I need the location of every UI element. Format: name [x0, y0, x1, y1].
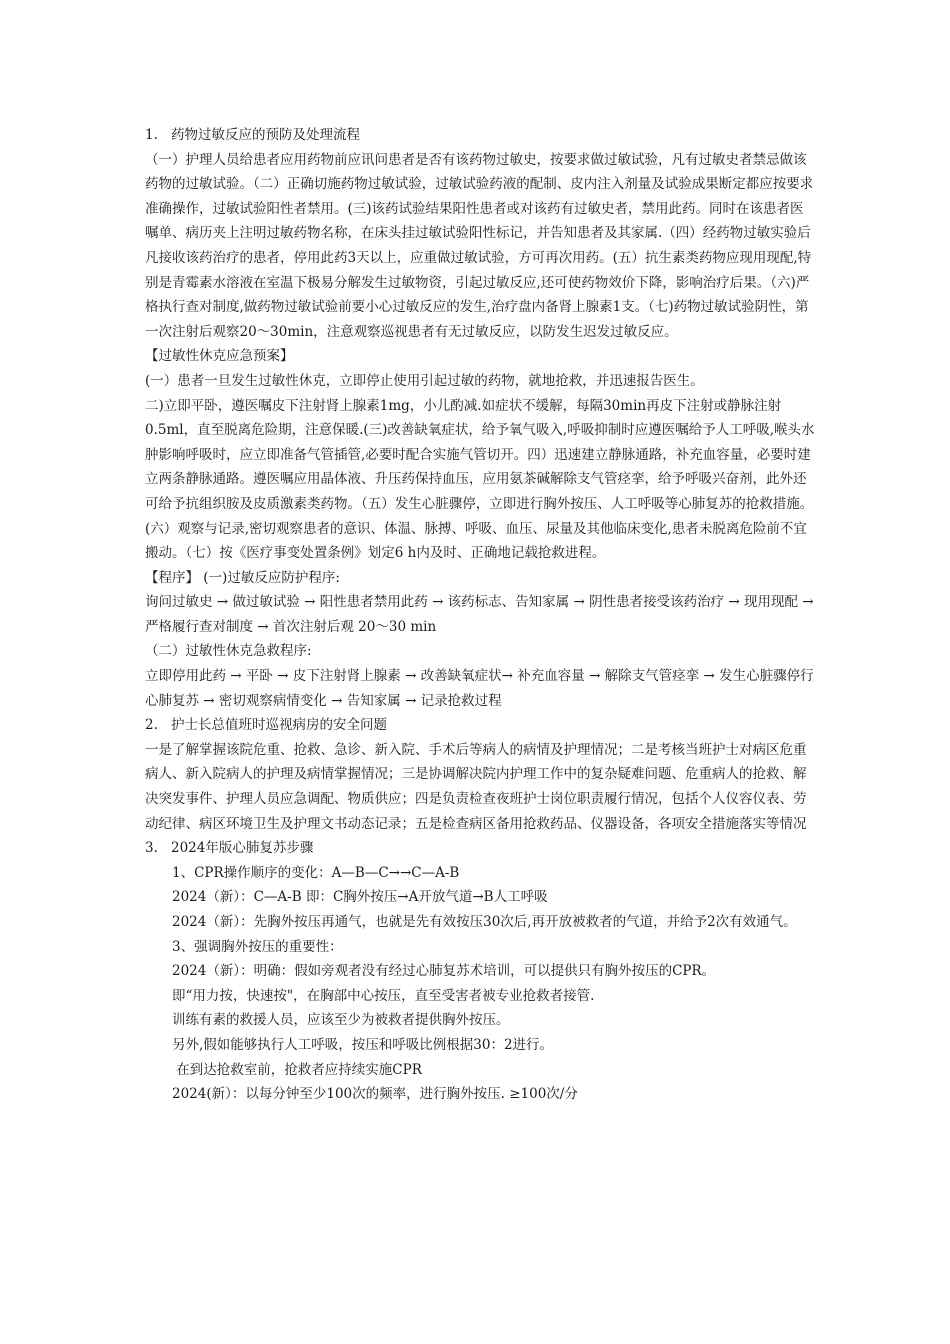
- section-title: 药物过敏反应的预防及处理流程: [171, 127, 360, 143]
- section-heading: [145, 836, 817, 861]
- section-number: 3.: [145, 840, 158, 857]
- paragraph-shock-plan-title: 【过敏性休克应急预案】: [145, 348, 294, 365]
- paragraph-procedure-flow-2: 立即停用此药 → 平卧 → 皮下注射肾上腺素 → 改善缺氧症状→ 补充血容量 → 解除支气管痉挛 → 发生心脏骤停行心肺复苏 → 密切观察病情变化 → 告知家属 → 记录抢救过程: [145, 668, 814, 709]
- section-title: 2024年版心肺复苏步骤: [171, 840, 314, 857]
- paragraph-prevention: （一）护理人员给患者应用药物前应讯问患者是否有该药物过敏史，按要求做过敏试验，凡有过敏史者禁忌做该药物的过敏试验。（二）正确切施药物过敏试验，过敏试验药液的配制、皮内注入剂量及试验成果断定都应按要求准确操作，过敏试验阳性者禁用。(三)该药试验结果阳性患者或对该药有过敏史者，禁用此药。同时在该患者医嘱单、病历夹上注明过敏药物名称，在床头挂过敏试验阳性标记，并告知患者及其家属.（四）经药物过敏实验后凡接收该药治疗的患者，停用此药3天以上，应重做过敏试验，方可再次用药。(五）抗生素类药物应现用现配,特别是青霉素水溶液在室温下极易分解发生过敏物资，引起过敏反应,还可使药物效价下降，影响治疗后果。（六)严格执行查对制度,做药物过敏试验前要小心过敏反应的发生,治疗盘内备肾上腺素1支。（七)药物过敏试验阴性，第一次注射后观察20～30min，注意观察巡视患者有无过敏反应，以防发生迟发过敏反应。: [145, 151, 814, 340]
- paragraph-shock-step-1: (一）患者一旦发生过敏性休克，立即停止使用引起过敏的药物，就地抢救，并迅速报告医生。: [145, 372, 704, 389]
- section-heading: [145, 123, 817, 148]
- section-heading: [145, 713, 817, 738]
- paragraph-procedure-flow-1: 询问过敏史 → 做过敏试验 → 阳性患者禁用此药 → 该药标志、告知家属 → 阴性患者接受该药治疗 → 现用现配 → 严格履行查对制度 → 首次注射后观 20～30 min: [145, 594, 814, 635]
- paragraph-cpr-6: 即“用力按，快速按"，在胸部中心按压，直至受害者被专业抢救者接管.: [172, 987, 595, 1004]
- paragraph-shock-steps: 二)立即平卧，遵医嘱皮下注射肾上腺素1mg，小儿酌减.如症状不缓解，每隔30min再皮下注射或静脉注射0.5ml，直至脱离危险期，注意保暖.(三)改善缺氧症状，给予氧气吸入,呼吸抑制时应遵医嘱给予人工呼吸,喉头水肿影响呼吸时，应立即准备气管插管,必要时配合实施气管切开。四）迅速建立静脉通路，补充血容量，必要时建立两条静脉通路。遵医嘱应用晶体液、升压药保持血压，应用氨茶碱解除支气管痉挛，给予呼吸兴奋剂，此外还可给予抗组织胺及皮质激素类药物。（五）发生心脏骤停，立即进行胸外按压、人工呼吸等心肺复苏的抢救措施。(六）观察与记录,密切观察患者的意识、体温、脉搏、呼吸、血压、尿量及其他临床变化,患者未脱离危险前不宜搬动。（七）按《医疗事变处置条例》划定6 h内及时、正确地记载抢救进程。: [145, 397, 815, 562]
- section-number: 1.: [145, 127, 158, 143]
- paragraph-cpr-8: 另外,假如能够执行人工呼吸，按压和呼吸比例根据30：2进行。: [172, 1036, 554, 1053]
- paragraph-cpr-1: 1、CPR操作顺序的变化：A—B—C→→C—A-B: [172, 864, 460, 881]
- paragraph-cpr-4: 3、强调胸外按压的重要性：: [172, 938, 343, 955]
- section-number: 2.: [145, 717, 158, 734]
- paragraph-cpr-7: 训练有素的救援人员，应该至少为被救者提供胸外按压。: [172, 1012, 510, 1029]
- section-1: [145, 123, 817, 1107]
- section-title: 护士长总值班时巡视病房的安全问题: [171, 717, 387, 734]
- paragraph-cpr-2: 2024（新）：C—A-B 即：C胸外按压→A开放气道→B人工呼吸: [172, 889, 548, 906]
- paragraph-cpr-5: 2024（新）：明确：假如旁观者没有经过心肺复苏术培训，可以提供只有胸外按压的CPR。: [172, 963, 716, 980]
- paragraph-cpr-3: 2024（新）：先胸外按压再通气，也就是先有效按压30次后,再开放被救者的气道，并给予2次有效通气。: [172, 914, 797, 930]
- paragraph-procedure-subtitle-2: （二）过敏性休克急救程序:: [145, 643, 312, 660]
- paragraph-procedure-title: 【程序】 (一)过敏反应防护程序:: [145, 569, 340, 586]
- paragraph-cpr-9: 在到达抢救室前，抢救者应持续实施CPR: [172, 1061, 422, 1078]
- paragraph-night-rounds: 一是了解掌握该院危重、抢救、急诊、新入院、手术后等病人的病情及护理情况；二是考核当班护士对病区危重病人、新入院病人的护理及病情掌握情况；三是协调解决院内护理工作中的复杂疑难问题、危重病人的抢救、解决突发事件、护理人员应急调配、物质供应；四是负责检查夜班护士岗位职责履行情况，包括个人仪容仪表、劳动纪律、病区环境卫生及护理文书动态记录；五是检查病区备用抢救药品、仪器设备，各项安全措施落实等情况: [145, 741, 807, 832]
- paragraph-cpr-10: 2024(新）：以每分钟至少100次的频率，进行胸外按压. ≥100次/分: [172, 1086, 578, 1103]
